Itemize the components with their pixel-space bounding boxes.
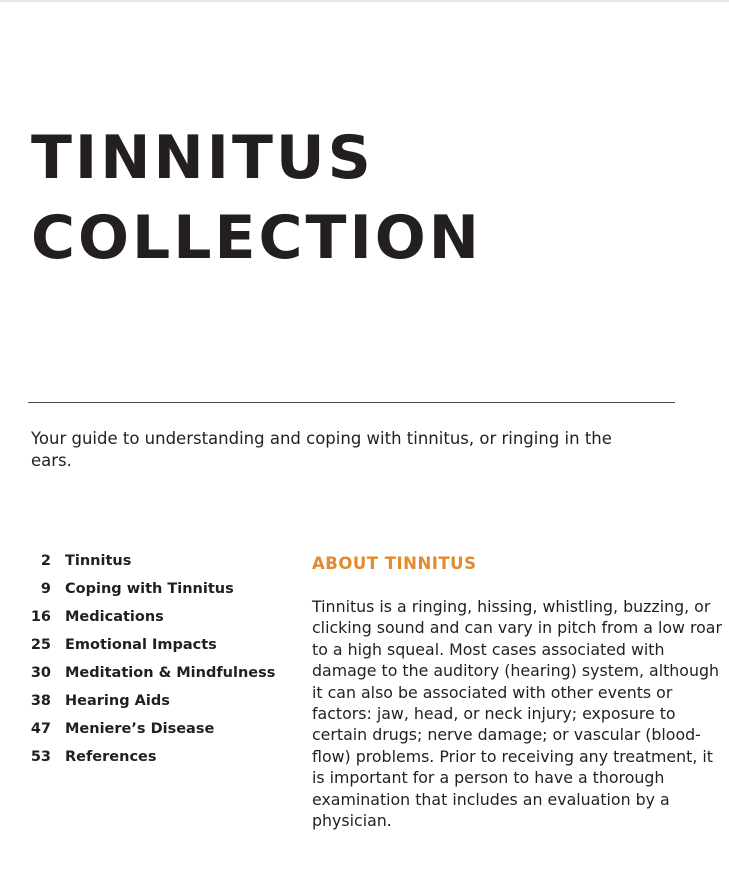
page-title <box>31 118 482 278</box>
toc-item-menieres[interactable] <box>24 716 294 744</box>
toc-item-coping[interactable] <box>24 576 294 604</box>
toc-page-number: 47 <box>30 721 51 737</box>
top-border <box>0 0 729 2</box>
toc-label: Meditation & Mindfulness <box>65 665 276 681</box>
toc-label: Emotional Impacts <box>65 637 217 653</box>
toc-item-hearing-aids[interactable] <box>24 688 294 716</box>
toc-label: References <box>65 749 157 765</box>
about-body: Tinnitus is a ringing, hissing, whistling, buzzing, or clicking sound and can vary in pitch from a low roar to a high squeal. Most cases associated with damage to the auditory (hearing) system, although it can also be associated with other events or factors: jaw, head, or neck injury; exposure to certain drugs; nerve damage; or vascular (blood-flow) problems. Prior to receiving any treatment, it is important for a person to have a thorough examination that includes an evaluation by a physician. <box>312 597 722 831</box>
toc-label: Meniere’s Disease <box>65 721 215 737</box>
toc-page-number: 25 <box>30 637 51 653</box>
toc-page-number: 30 <box>30 665 51 681</box>
toc-item-medications[interactable] <box>24 604 294 632</box>
table-of-contents <box>24 548 294 772</box>
toc-page-number: 2 <box>40 553 51 569</box>
toc-label: Coping with Tinnitus <box>65 581 234 597</box>
section-divider <box>28 402 675 403</box>
toc-item-emotional-impacts[interactable] <box>24 632 294 660</box>
toc-item-tinnitus[interactable] <box>24 548 294 576</box>
toc-page-number: 9 <box>40 581 51 597</box>
toc-page-number: 16 <box>30 609 51 625</box>
toc-label: Hearing Aids <box>65 693 170 709</box>
toc-item-references[interactable] <box>24 744 294 772</box>
toc-label: Tinnitus <box>65 553 132 569</box>
toc-item-meditation[interactable] <box>24 660 294 688</box>
title-line-1: TINNITUS <box>31 123 374 193</box>
about-section <box>312 553 727 831</box>
toc-label: Medications <box>65 609 164 625</box>
title-line-2: COLLECTION <box>31 203 482 273</box>
about-heading: ABOUT TINNITUS <box>312 554 477 573</box>
toc-page-number: 38 <box>30 693 51 709</box>
subtitle: Your guide to understanding and coping with tinnitus, or ringing in the ears. <box>31 429 612 470</box>
toc-page-number: 53 <box>30 749 51 765</box>
